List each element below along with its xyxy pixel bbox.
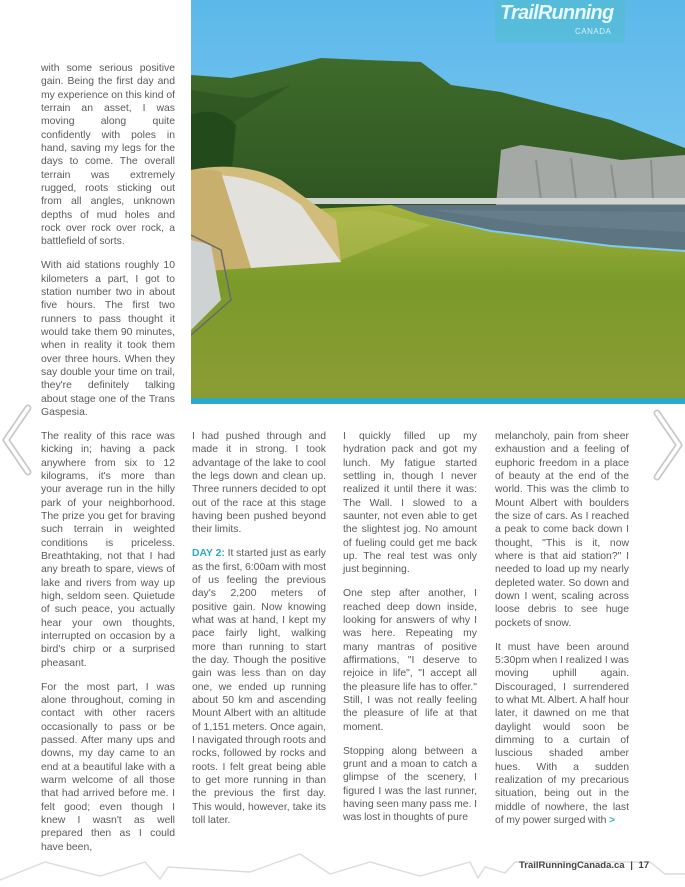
previous-page-button[interactable] bbox=[0, 400, 34, 480]
page-number: 17 bbox=[638, 860, 650, 871]
continue-arrow-icon: > bbox=[609, 815, 616, 827]
paragraph: I quickly filled up my hydration pack and got my lunch. My fatigue started settling in, though I never realized it until there it was: The Wall. I slowed to a saunter, not even able to get the slightest jog. No amount of fueling could get me back up. The real test was only just beginning. bbox=[343, 431, 477, 576]
article-column-2 bbox=[192, 430, 326, 827]
paragraph-continued bbox=[495, 641, 629, 828]
chevron-right-icon bbox=[651, 405, 685, 485]
magazine-logo bbox=[495, 0, 625, 42]
article-column-1 bbox=[41, 62, 175, 854]
article-column-4 bbox=[495, 430, 629, 827]
paragraph: For the most part, I was alone throughout, coming in contact with other racers occasionally to pass or be passed. After many ups and downs, my day came to an end at a beautiful lake with a warm welcome of all those that had arrived before me. I felt good; even though I knew I wasn't as well prepared then as I could have been, bbox=[41, 681, 175, 853]
logo-sub-text: CANADA bbox=[575, 27, 612, 36]
article-photo bbox=[191, 0, 685, 398]
paragraph: Stopping along between a grunt and a moan to catch a glimpse of the scenery, I figured I was the last runner, having seen many pass me. I was lost in thoughts of pure bbox=[343, 745, 477, 824]
chevron-left-icon bbox=[0, 400, 34, 480]
day-2-text: It started just as early as the first, 6:00am with most of us feeling the previous day's 2,200 meters of positive gain. Now knowing what was at hand, I kept my pace fairly light, walking more than running to start the day. Though the positive gain was less than on day one, we ended up running about 50 km and ascending Mount Albert with an altitude of 1,151 meters. Once again, I navigated through roots and rocks, followed by rocks and roots. I felt great being able to get more running in than the previous the first day. This would, however, take its toll later. bbox=[192, 548, 326, 827]
page-footer bbox=[519, 860, 649, 871]
footer-separator: | bbox=[630, 860, 633, 871]
day-2-label: DAY 2: bbox=[192, 548, 225, 560]
paragraph: I had pushed through and made it in strong. I took advantage of the lake to cool the legs down and clean up. Three runners decided to opt out of the race at this stage having been pushed beyond their limits. bbox=[192, 431, 326, 536]
article-column-1-top bbox=[41, 62, 175, 419]
paragraph: melancholy, pain from sheer exhaustion and a feeling of euphoric freedom in a place of beauty at the end of the world. This was the climb to Mount Albert with boulders the size of cars. As I reached a peak to come back down I thought, "This is it, now where is that aid station?" I needed to load up my nearly depleted water. So down and down I went, scaling across loose debris to see huge pockets of snow. bbox=[495, 431, 629, 629]
footer-site: TrailRunningCanada.ca bbox=[519, 860, 625, 871]
landscape-photo bbox=[191, 0, 685, 398]
next-page-button[interactable] bbox=[651, 405, 685, 485]
paragraph-day-2 bbox=[192, 547, 326, 827]
paragraph-text: It must have been around 5:30pm when I realized I was moving uphill again. Discouraged, I surrendered to what Mt. Albert. A half hour later, it dawned on me that daylight would soon be dimming to a curtain of luscious shaded amber hues. With a sudden realization of my precarious situation, being out in the middle of nowhere, the last of my power surged with bbox=[495, 641, 629, 827]
paragraph: With aid stations roughly 10 kilometers a part, I got to station number two in about five hours. The first two runners to pass thought it would take them 90 minutes, when in reality it took them over three hours. When they say double your time on trail, they're definitely talking about stage one of the Trans Gaspesia. bbox=[41, 260, 175, 419]
paragraph: with some serious positive gain. Being the first day and my experience on this kind of terrain an asset, I was moving along quite confidently with poles in hand, saving my legs for the days to come. The overall terrain was extremely rugged, roots sticking out from all angles, unknown depths of mud holes and rock over rock over rock, a battlefield of sorts. bbox=[41, 63, 175, 248]
photo-accent-bar bbox=[191, 398, 685, 404]
paragraph: The reality of this race was kicking in; having a pack anywhere from six to 12 kilograms, it's more than your average run in the hilly park of your neighborhood. The prize you get for braving such terrain in weighted conditions is priceless. Breathtaking, not that I had any breath to spare, views of lake and rivers from way up high, seldom seen. Quietude of such peace, you actually hear your own thoughts, interrupted on occasion by a bird's chirp or a surprised pheasant. bbox=[41, 430, 175, 669]
article-column-1-bottom bbox=[41, 430, 175, 854]
logo-main-text: TrailRunning bbox=[500, 2, 614, 24]
article-column-3 bbox=[343, 430, 477, 825]
paragraph: One step after another, I reached deep down inside, looking for answers of why I was here. Repeating my many mantras of positive affirmations, "I deserve to rejoice in life", "I accept all the pleasure life has to offer." Still, I was not really feeling the pleasure of life at that moment. bbox=[343, 588, 477, 733]
